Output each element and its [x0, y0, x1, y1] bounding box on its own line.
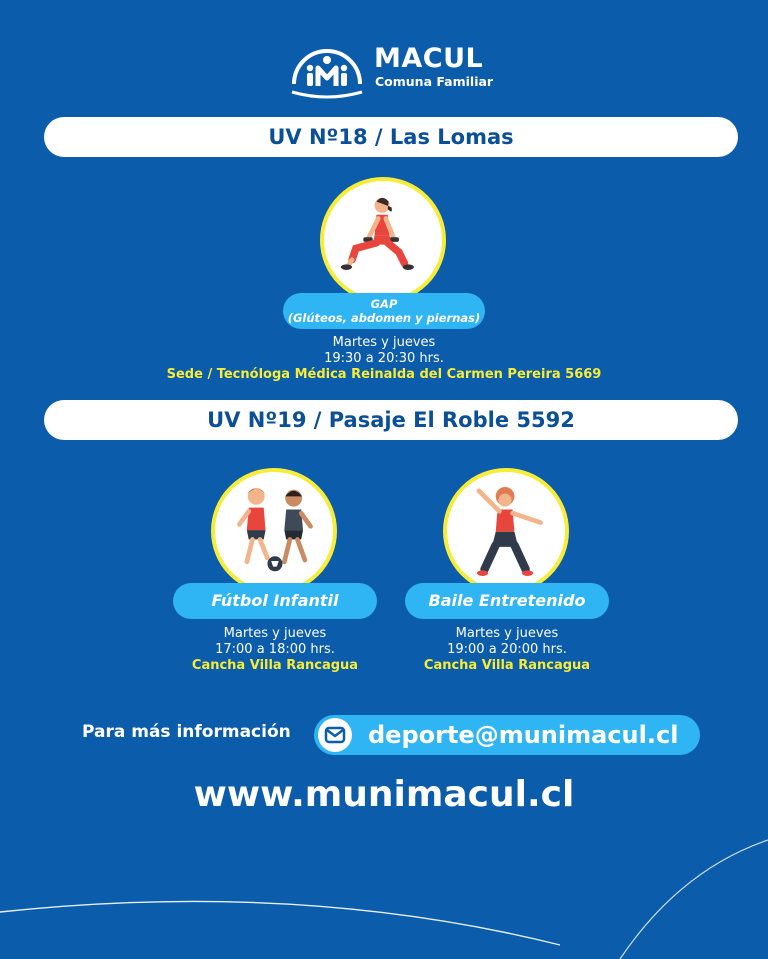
family-logo-icon — [290, 40, 364, 102]
futbol-illustration — [211, 468, 337, 594]
futbol-schedule — [160, 626, 390, 674]
brand-tagline: Comuna Familiar — [375, 74, 494, 89]
baile-title-pill: Baile Entretenido — [405, 583, 609, 619]
section-heading-uv18: UV Nº18 / Las Lomas — [44, 117, 738, 157]
gap-title-pill — [283, 293, 485, 329]
futbol-title-pill: Fútbol Infantil — [173, 583, 377, 619]
contact-label: Para más información — [82, 722, 291, 742]
baile-time: 19:00 a 20:00 hrs. — [447, 642, 567, 657]
woman-dancing-icon — [447, 472, 565, 590]
baile-schedule — [392, 626, 622, 674]
baile-place: Cancha Villa Rancagua — [423, 658, 591, 673]
futbol-place: Cancha Villa Rancagua — [191, 658, 359, 673]
mail-icon — [318, 718, 352, 752]
futbol-days: Martes y jueves — [223, 626, 327, 641]
brand-name: MACUL — [374, 43, 484, 74]
email-link[interactable] — [314, 715, 700, 755]
email-address: deporte@munimacul.cl — [368, 721, 679, 749]
section-heading-uv19: UV Nº19 / Pasaje El Roble 5592 — [44, 400, 738, 440]
gap-schedule — [134, 335, 634, 383]
gap-illustration — [320, 177, 446, 303]
website-url[interactable]: www.munimacul.cl — [193, 774, 575, 815]
gap-days: Martes y jueves — [332, 335, 436, 350]
gap-title: GAP — [370, 297, 398, 311]
gap-place: Sede / Tecnóloga Médica Reinalda del Carmen Pereira 5669 — [166, 367, 602, 382]
macul-logo — [290, 40, 500, 102]
baile-days: Martes y jueves — [455, 626, 559, 641]
baile-illustration — [443, 468, 569, 594]
woman-lunge-with-dumbbells-icon — [324, 181, 442, 299]
gap-subtitle: (Glúteos, abdomen y piernas) — [287, 311, 481, 325]
gap-time: 19:30 a 20:30 hrs. — [324, 351, 444, 366]
futbol-time: 17:00 a 18:00 hrs. — [215, 642, 335, 657]
kids-playing-soccer-icon — [215, 472, 333, 590]
mail-icon-badge — [318, 718, 352, 752]
